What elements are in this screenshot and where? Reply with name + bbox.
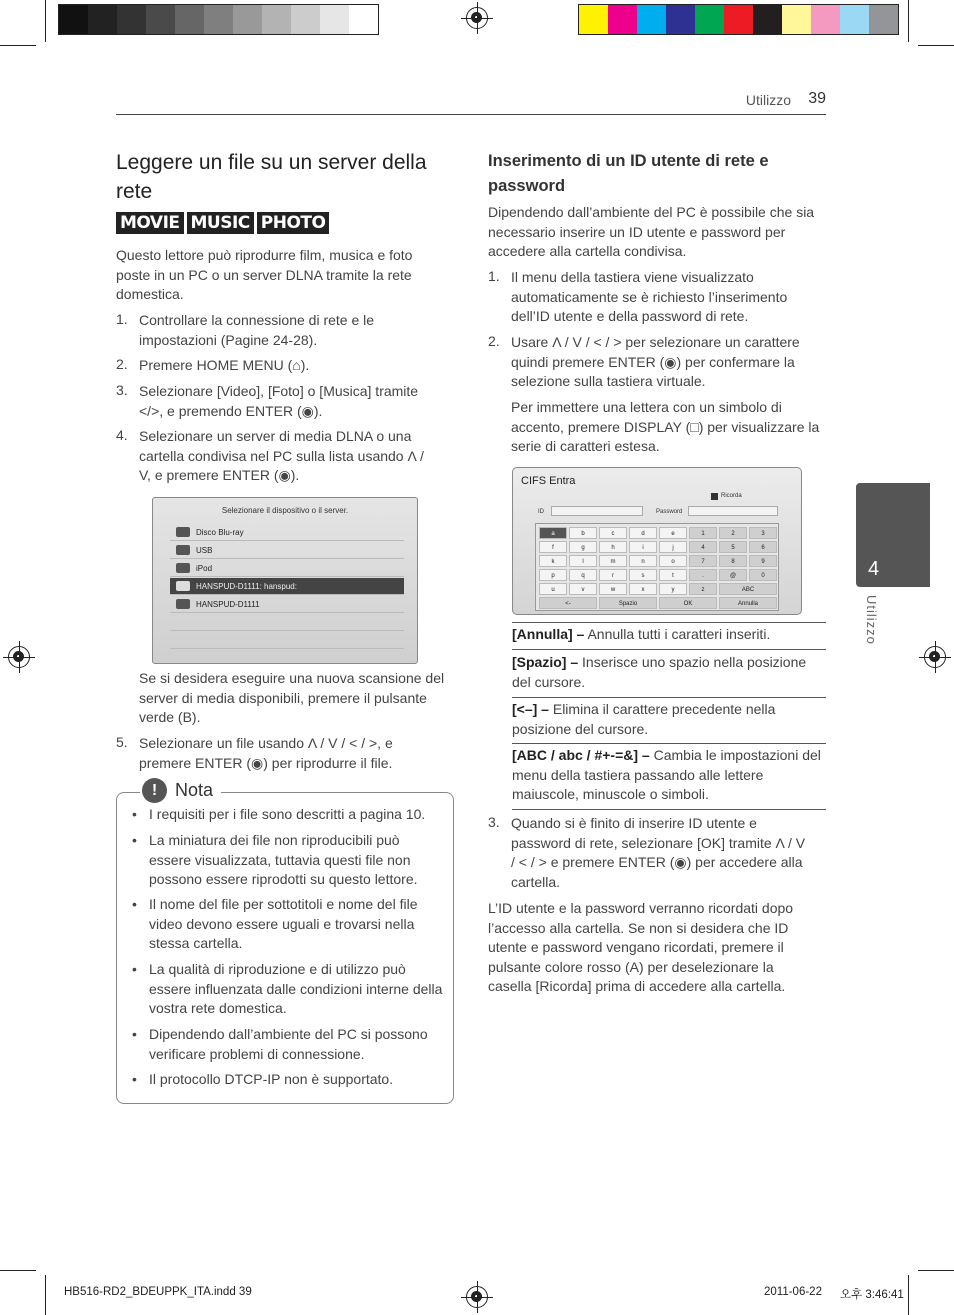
footer-file: HB516-RD2_BDEUPPK_ITA.indd 39: [64, 1286, 252, 1298]
color-swatch: [579, 5, 608, 34]
device-label: HANSPUD-D1111: hanspud:: [196, 581, 297, 591]
gray-swatch: [59, 5, 88, 34]
divider: [512, 697, 826, 698]
gray-swatch: [291, 5, 320, 34]
keyboard-key: g: [569, 541, 597, 553]
step-text: Selezionare [Video], [Foto] o [Musica] tramite </>, e premendo ENTER (◉).: [139, 383, 419, 419]
definition-term: [ABC / abc / #+-=&] –: [512, 747, 650, 763]
crop-mark: [0, 1270, 36, 1271]
device-label: HANSPUD-D1111: [196, 599, 260, 609]
keyboard-key: 9: [749, 555, 777, 567]
keyboard-key: 1: [689, 527, 717, 539]
cifs-title: CIFS Entra: [521, 475, 576, 487]
chapter-number: 4: [868, 558, 880, 580]
subsection-title: Inserimento di un ID utente di rete e password: [488, 152, 769, 195]
keyboard-key: 4: [689, 541, 717, 553]
definition-desc: Cambia le impostazioni del menu della tastiera passando alle lettere maiuscole, minuscole o simboli.: [512, 747, 821, 802]
step-number: 2.: [488, 333, 500, 349]
crop-mark: [45, 0, 46, 42]
registration-mark-icon: [924, 646, 946, 668]
step-number: 2.: [116, 356, 128, 372]
device-item-empty: [170, 632, 404, 649]
keyboard-key: ABC: [719, 583, 777, 595]
device-label: USB: [196, 545, 213, 555]
note-bullet: • La miniatura dei file non riproducibili può essere visualizzata, tuttavia questi file non possono essere riprodotti su questo lettore.: [149, 831, 444, 890]
music-badge: MUSIC: [187, 212, 254, 234]
ipod-icon: [176, 563, 190, 573]
step-text: Selezionare un server di media DLNA o una cartella condivisa nel PC sulla lista usando Λ / V, e premere ENTER (◉).: [139, 428, 424, 483]
outro-paragraph: L’ID utente e la password verranno ricordati dopo l’accesso alla cartella. Se non si desidera che ID utente e password vengano ricordati, premere il pulsante colore rosso (A) per deselezionare la casella [Ricorda] prima di accedere alla cartella.: [488, 900, 794, 994]
keyboard-function-key: Spazio: [599, 597, 657, 609]
keyboard-key: b: [569, 527, 597, 539]
gray-swatch: [175, 5, 204, 34]
crop-mark: [0, 45, 36, 46]
device-item: [170, 596, 404, 613]
chapter-label: Utilizzo: [864, 595, 879, 645]
remember-label: Ricorda: [721, 493, 742, 499]
id-label: ID: [538, 509, 544, 515]
device-list-title: Selezionare il dispositivo o il server.: [221, 506, 349, 515]
definition-term: [<–] –: [512, 701, 549, 717]
device-label: Disco Blu-ray: [196, 527, 244, 537]
note-bullet: • Il protocollo DTCP-IP non è supportato.: [149, 1070, 444, 1090]
keyboard-key: i: [629, 541, 657, 553]
color-swatch: [753, 5, 782, 34]
keyboard-key: c: [599, 527, 627, 539]
device-item: [170, 524, 404, 541]
definition-term: [Spazio] –: [512, 654, 579, 670]
virtual-keyboard: [535, 523, 779, 611]
step-number: 1.: [488, 268, 500, 284]
header-section: Utilizzo: [745, 92, 791, 108]
registration-mark-icon: [8, 646, 30, 668]
color-swatch: [811, 5, 840, 34]
definition: [512, 653, 826, 692]
step-number: 5.: [116, 734, 128, 750]
note-bullet: • Dipendendo dall’ambiente del PC si possono verificare problemi di connessione.: [149, 1025, 444, 1064]
device-item: [170, 542, 404, 559]
keyboard-key: q: [569, 569, 597, 581]
gray-swatch: [117, 5, 146, 34]
gray-swatch: [88, 5, 117, 34]
keyboard-key: o: [659, 555, 687, 567]
keyboard-key: z: [689, 583, 717, 595]
color-swatch: [782, 5, 811, 34]
step-text: Quando si è finito di inserire ID utente e password di rete, selezionare [OK] tramite Λ / V / < / > e premere ENTER (◉) per accedere alla cartella.: [511, 815, 806, 890]
crop-mark: [908, 1275, 909, 1315]
disc-icon: [176, 527, 190, 537]
keyboard-key: d: [629, 527, 657, 539]
usb-icon: [176, 545, 190, 555]
step-text: Premere HOME MENU (⌂).: [139, 357, 310, 373]
definition: [512, 625, 826, 645]
keyboard-key: r: [599, 569, 627, 581]
section-title: Leggere un file su un server della rete: [116, 151, 427, 203]
definition: [512, 746, 826, 805]
definition-term: [Annulla] –: [512, 626, 585, 642]
crop-mark: [908, 0, 909, 42]
keyboard-key: n: [629, 555, 657, 567]
step-number: 1.: [116, 311, 128, 327]
gray-swatch: [233, 5, 262, 34]
page-number: 39: [808, 90, 826, 107]
device-item-empty: [170, 614, 404, 631]
step-number: 4.: [116, 427, 128, 443]
keyboard-key: 8: [719, 555, 747, 567]
keyboard-key: x: [629, 583, 657, 595]
photo-badge: PHOTO: [257, 212, 330, 234]
chapter-tab: [856, 483, 930, 587]
keyboard-key: u: [539, 583, 567, 595]
keyboard-key: k: [539, 555, 567, 567]
crop-mark: [45, 1275, 46, 1315]
color-swatch: [869, 5, 898, 34]
divider: [512, 622, 826, 623]
footer-date: 2011-06-22: [764, 1286, 822, 1298]
gray-swatch: [262, 5, 291, 34]
keyboard-key: y: [659, 583, 687, 595]
keyboard-key: .: [689, 569, 717, 581]
step-text: Selezionare un file usando Λ / V / < / >, e premere ENTER (◉) per riprodurre il file.: [139, 735, 393, 771]
keyboard-function-key: Annulla: [719, 597, 777, 609]
exclamation-icon: !: [142, 778, 167, 803]
cifs-keyboard-screen: [512, 467, 802, 615]
divider: [512, 743, 826, 744]
divider: [512, 809, 826, 810]
intro-paragraph: Questo lettore può riprodurre film, musica e foto poste in un PC o un server DLNA tramite la rete domestica.: [116, 247, 413, 302]
keyboard-key: h: [599, 541, 627, 553]
keyboard-key: v: [569, 583, 597, 595]
footer-time: 오후 3:46:41: [840, 1289, 904, 1301]
color-bar: [578, 4, 899, 35]
keyboard-key: 0: [749, 569, 777, 581]
gray-swatch: [146, 5, 175, 34]
gray-swatch: [204, 5, 233, 34]
keyboard-key: p: [539, 569, 567, 581]
note-header: [140, 778, 221, 803]
crop-mark: [918, 1270, 954, 1271]
color-swatch: [840, 5, 869, 34]
note-bullet: • I requisiti per i file sono descritti a pagina 10.: [149, 805, 444, 825]
keyboard-function-key: OK: [659, 597, 717, 609]
keyboard-key: m: [599, 555, 627, 567]
id-field: [551, 506, 643, 516]
definition-desc: Inserisce uno spazio nella posizione del cursore.: [512, 654, 807, 690]
keyboard-key: 5: [719, 541, 747, 553]
device-item-selected: [170, 578, 404, 595]
color-swatch: [724, 5, 753, 34]
keyboard-key: t: [659, 569, 687, 581]
divider: [512, 649, 826, 650]
keyboard-function-key: <-: [539, 597, 597, 609]
gray-swatch: [349, 5, 378, 34]
color-swatch: [666, 5, 695, 34]
gray-color-bar: [58, 4, 379, 35]
header-rule: [116, 114, 826, 115]
definition-desc: Elimina il carattere precedente nella posizione del cursore.: [512, 701, 776, 737]
note-bullet: • Il nome del file per sottotitoli e nome del file video devono essere uguali e trovarsi nella stessa cartella.: [149, 895, 444, 954]
color-swatch: [608, 5, 637, 34]
registration-mark-icon: [466, 7, 488, 29]
keyboard-key: s: [629, 569, 657, 581]
keyboard-key: 6: [749, 541, 777, 553]
keyboard-key: e: [659, 527, 687, 539]
device-list-screen: [152, 497, 418, 664]
color-swatch: [695, 5, 724, 34]
keyboard-key: a: [539, 527, 567, 539]
step-text: Controllare la connessione di rete e le impostazioni (Pagine 24-28).: [139, 312, 375, 348]
device-item: [170, 560, 404, 577]
keyboard-key: 3: [749, 527, 777, 539]
step-text: Usare Λ / V / < / > per selezionare un carattere quindi premere ENTER (◉) per confermare la selezione sulla tastiera virtuale.: [511, 334, 800, 389]
server-icon: [176, 581, 190, 591]
keyboard-key: @: [719, 569, 747, 581]
crop-mark: [918, 45, 954, 46]
keyboard-key: j: [659, 541, 687, 553]
step-number: 3.: [488, 814, 500, 830]
pc-icon: [176, 599, 190, 609]
remember-checkbox: [711, 493, 718, 500]
definition: [512, 700, 826, 739]
movie-badge: MOVIE: [116, 212, 184, 234]
gray-swatch: [320, 5, 349, 34]
color-swatch: [637, 5, 666, 34]
media-badges: [116, 212, 329, 234]
keyboard-key: l: [569, 555, 597, 567]
note-bullet: • La qualità di riproduzione e di utilizzo può essere influenzata dalle condizioni interne della vostra rete domestica.: [149, 960, 444, 1019]
keyboard-key: w: [599, 583, 627, 595]
password-field: [688, 506, 778, 516]
password-label: Password: [656, 509, 683, 515]
keyboard-key: 7: [689, 555, 717, 567]
device-label: iPod: [196, 563, 213, 573]
step-text: Il menu della tastiera viene visualizzato automaticamente se è richiesto l’inserimento dell’ID utente e della password di rete.: [511, 269, 788, 324]
step-number: 3.: [116, 382, 128, 398]
intro-paragraph: Dipendendo dall’ambiente del PC è possibile che sia necessario inserire un ID utente e password per accedere alla cartella condivisa.: [488, 204, 815, 259]
registration-mark-icon: [466, 1286, 488, 1308]
rescan-paragraph: Se si desidera eseguire una nuova scansione del server di media disponibili, premere il pulsante verde (B).: [139, 670, 445, 725]
accent-paragraph: Per immettere una lettera con un simbolo di accento, premere DISPLAY (□) per visualizzare la serie di caratteri estesa.: [511, 399, 820, 454]
definition-desc: Annulla tutti i caratteri inseriti.: [584, 626, 771, 642]
note-title: Nota: [175, 780, 214, 800]
keyboard-key: f: [539, 541, 567, 553]
keyboard-key: 2: [719, 527, 747, 539]
